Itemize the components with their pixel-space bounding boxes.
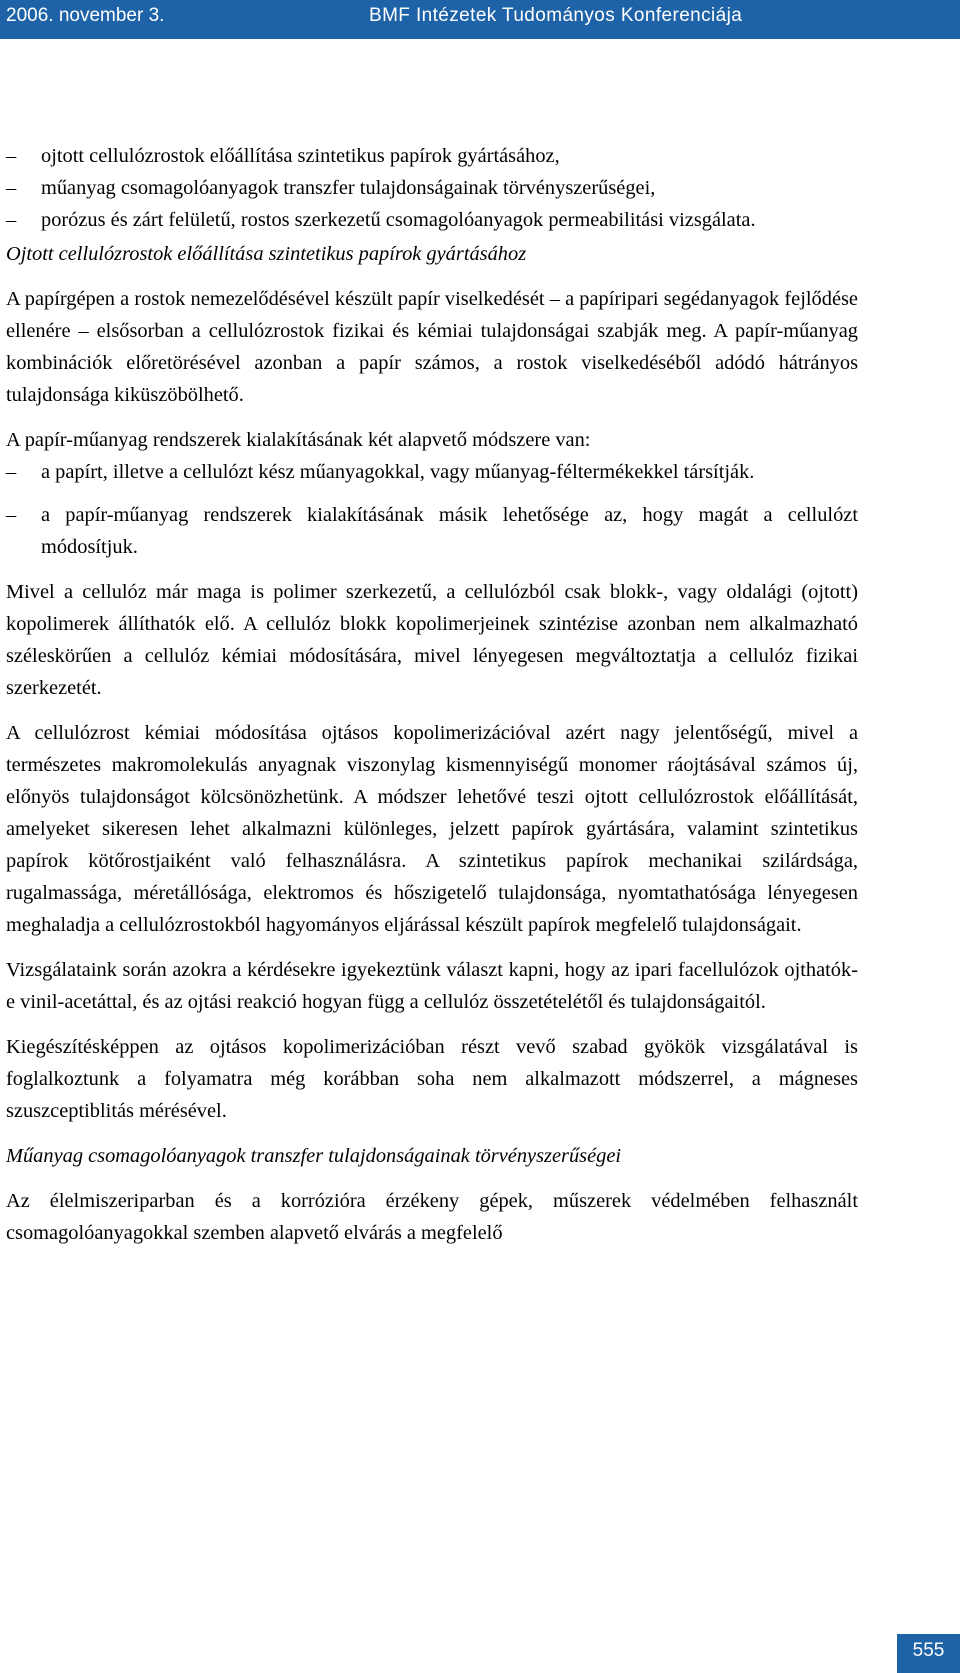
page-header: [0, 0, 960, 39]
dash-bullet: –: [6, 209, 17, 231]
paragraph: Vizsgálataink során azokra a kérdésekre igyekeztünk választ kapni, hogy az ipari facellulózok ojthatók-e vinil-acetáttal, és az ojtási reakció hogyan függ a cellulóz összetételétől és tulajdonságaitól.: [6, 959, 858, 1013]
paragraph: Kiegészítésképpen az ojtásos kopolimerizációban részt vevő szabad gyökök vizsgálatával is foglalkoztunk a folyamatra még korábban soha nem alkalmazott módszerrel, a mágneses szuszceptiblitás mérésével.: [6, 1036, 858, 1122]
dash-bullet: –: [6, 177, 17, 199]
dash-bullet: –: [6, 461, 17, 483]
section-heading-grafted-fibers: Ojtott cellulózrostok előállítása szintetikus papírok gyártásához: [6, 243, 527, 265]
intro-list: [6, 140, 858, 236]
list-item: – a papírt, illetve a cellulózt kész műanyagokkal, vagy műanyag-féltermékekkel társítják.: [6, 456, 858, 488]
paragraph: A cellulózrost kémiai módosítása ojtásos kopolimerizációval azért nagy jelentőségű, mivel a természetes makromolekulás anyagnak viszonylag kismennyiségű monomer ráojtásával számos új, előnyös tulajdonságot kölcsönözhetünk. A módszer lehetővé teszi ojtott cellulózrostok előállítását, amelyeket sikeresen lehet alkalmazni különleges, jelzett papírok gyártására, valamint szintetikus papírok kötőrostjaiként való felhasználásra. A szintetikus papírok mechanikai szilárdsága, rugalmassága, méretállósága, elektromos és hőszigetelő tulajdonsága, nyomtathatósága lényegesen meghaladja a cellulózrostokból hagyományos eljárással készült papírok megfelelő tulajdonságait.: [6, 722, 858, 936]
paragraph: Az élelmiszeriparban és a korrózióra érzékeny gépek, műszerek védelmében felhasznált csomagolóanyagokkal szemben alapvető elvárás a megfelelő: [6, 1190, 858, 1244]
list-item: – a papír-műanyag rendszerek kialakításának másik lehetősége az, hogy magát a cellulózt módosítjuk.: [6, 499, 858, 563]
list-item: – műanyag csomagolóanyagok transzfer tulajdonságainak törvényszerűségei,: [6, 172, 858, 204]
header-date: 2006. november 3.: [6, 5, 165, 26]
dash-bullet: –: [6, 504, 17, 526]
page-number: 555: [897, 1634, 960, 1673]
section-heading-packaging-transfer: Műanyag csomagolóanyagok transzfer tulajdonságainak törvényszerűségei: [6, 1145, 622, 1167]
header-conference-title: BMF Intézetek Tudományos Konferenciája: [369, 5, 743, 26]
dash-bullet: –: [6, 145, 17, 167]
paragraph: Mivel a cellulóz már maga is polimer szerkezetű, a cellulózból csak blokk-, vagy oldalági (ojtott) kopolimerek állíthatók elő. A cellulóz blokk kopolimerjeinek szintézise azonban nem alkalmazható széleskörűen a cellulóz kémiai módosítására, mivel lényegesen megváltoztatja a cellulóz fizikai szerkezetét.: [6, 581, 858, 699]
paragraph: A papírgépen a rostok nemezelődésével készült papír viselkedését – a papíripari segédanyagok fejlődése ellenére – elsősorban a cellulózrostok fizikai és kémiai tulajdonságai szabják meg. A papír-műanyag kombinációk előretörésével azonban a papír számos, a rostok viselkedéséből adódó hátrányos tulajdonsága kiküszöbölhető.: [6, 288, 858, 406]
list-item: – ojtott cellulózrostok előállítása szintetikus papírok gyártásához,: [6, 140, 858, 172]
methods-list: [6, 456, 858, 563]
paragraph: A papír-műanyag rendszerek kialakításának két alapvető módszere van:: [6, 429, 591, 451]
list-item: – porózus és zárt felületű, rostos szerkezetű csomagolóanyagok permeabilitási vizsgálata.: [6, 204, 858, 236]
page-content: [6, 140, 858, 1249]
